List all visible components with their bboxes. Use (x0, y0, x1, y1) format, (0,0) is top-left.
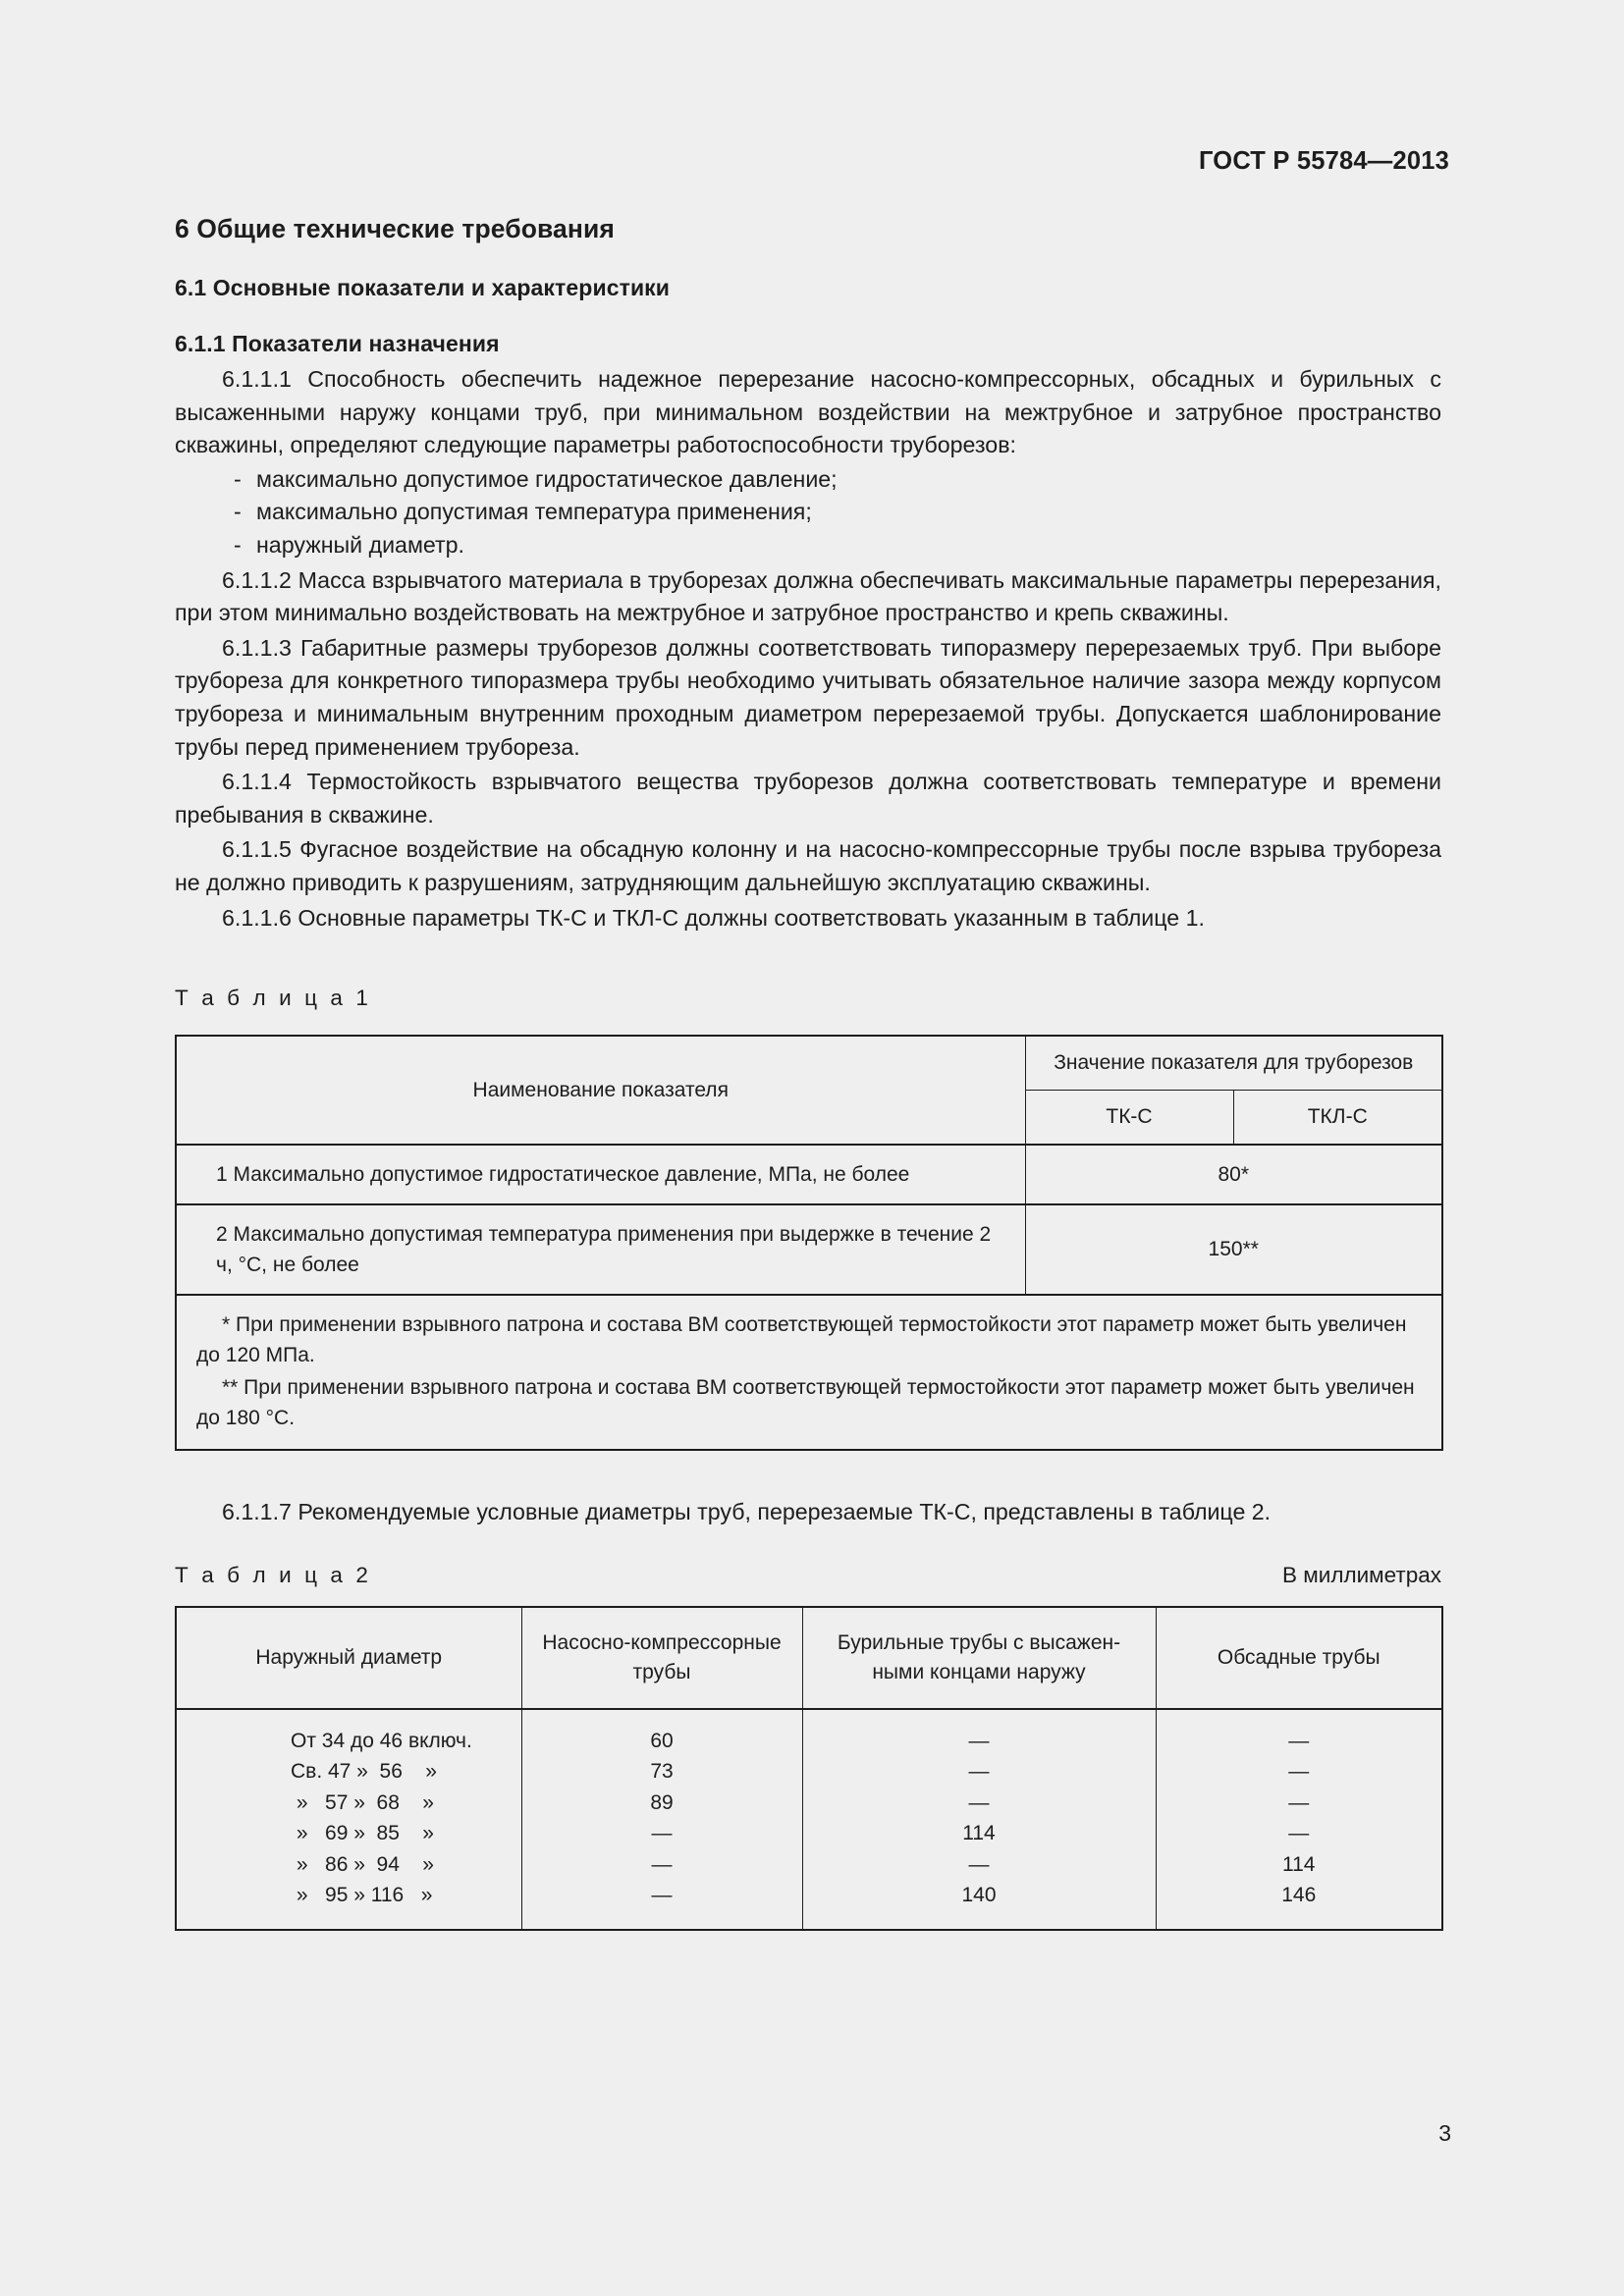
table2-caption-row (175, 1563, 1441, 1588)
table1-row1-label: 1 Максимально допустимое гидростатическое давление, МПа, не более (176, 1145, 1025, 1204)
table2-drill-3: — (968, 1790, 990, 1814)
table2-header-drill-pipes: Бурильные трубы с высажен- ными концами наружу (802, 1607, 1156, 1709)
table-2-recommended-diameters (175, 1606, 1443, 1931)
table1-row1-value: 80* (1025, 1145, 1442, 1204)
table1-row2-label: 2 Максимально допустимая температура применения при выдержке в течение 2 ч, °С, не более (176, 1204, 1025, 1295)
table2-tubing-6: — (651, 1884, 673, 1907)
table1-header-indicator-name: Наименование показателя (176, 1036, 1025, 1145)
section-heading-6-1-1: 6.1.1 Показатели назначения (175, 331, 500, 356)
table2-drill-5: — (968, 1852, 990, 1876)
page-number: 3 (1438, 2120, 1451, 2146)
list-item (175, 496, 1441, 529)
table2-tubing-5: — (651, 1852, 673, 1876)
table-row (176, 1204, 1442, 1295)
paragraph-6-1-1-1: 6.1.1.1 Способность обеспечить надежное перерезание насосно-компрессорных, обсадных и бурильных с высаженными наружу концами труб, при минимальном воздействии на межтрубное и затрубное пространство скважины, определяют следующие параметры работоспособности труборезов: (175, 366, 1441, 458)
standard-number-header: ГОСТ Р 55784—2013 (1198, 147, 1449, 175)
table2-casing-1: — (1288, 1729, 1310, 1752)
paragraph-6-1-1-4: 6.1.1.4 Термостойкость взрывчатого вещества труборезов должна соответствовать температуре и времени пребывания в скважине. (175, 769, 1441, 828)
table2-casing-pipes-cell (1156, 1709, 1442, 1930)
table-row (176, 1145, 1442, 1204)
table2-casing-2: — (1288, 1760, 1310, 1784)
table1-header-tkl-s: ТКЛ-С (1233, 1091, 1442, 1146)
table2-ranges-cell (176, 1709, 521, 1930)
paragraph-6-1-1-3: 6.1.1.3 Габаритные размеры труборезов должны соответствовать типоразмеру перерезаемых труб. При выборе трубореза для конкретного типоразмера трубы необходимо учитывать обязательное наличие зазора между корпусом трубореза и минимальным внутренним проходным диаметром перерезаемой трубы. Допускается шаблонирование трубы перед применением трубореза. (175, 634, 1441, 760)
table2-range-1: От 34 до 46 включ. (291, 1729, 472, 1752)
table2-drill-4: 114 (962, 1822, 996, 1845)
table1-header-tk-s: ТК-С (1025, 1091, 1233, 1146)
table2-tubing-3: 89 (650, 1790, 674, 1814)
table2-header-outer-diameter: Наружный диаметр (176, 1607, 521, 1709)
table2-casing-6: 146 (1281, 1884, 1317, 1907)
table2-casing-4: — (1288, 1822, 1310, 1845)
paragraph-6-1-1-6: 6.1.1.6 Основные параметры ТК-С и ТКЛ-С должны соответствовать указанным в таблице 1. (222, 904, 1205, 931)
table2-range-2: Св. 47 » 56 » (291, 1760, 437, 1784)
table2-tubing-cell (521, 1709, 802, 1930)
dash-marker-icon: - (234, 465, 242, 492)
parameter-bullet-list (175, 463, 1441, 562)
table1-footnote-1: * При применении взрывного патрона и состава ВМ соответствующей термостойкости этот параметр может быть увеличен до 120 МПа. (196, 1313, 1407, 1367)
table2-tubing-1: 60 (650, 1729, 674, 1752)
table-1-main-parameters (175, 1035, 1443, 1451)
table2-casing-3: — (1288, 1790, 1310, 1814)
table2-header-casing-pipes: Обсадные трубы (1156, 1607, 1442, 1709)
table1-row2-value: 150** (1025, 1204, 1442, 1295)
page-content (175, 214, 1441, 1931)
table1-footnotes (176, 1295, 1442, 1450)
dash-marker-icon: - (234, 499, 242, 525)
list-item-label: максимально допустимое гидростатическое давление; (256, 465, 838, 492)
table-row (176, 1295, 1442, 1450)
table2-range-3: » 57 » 68 » (291, 1790, 434, 1814)
table2-tubing-2: 73 (650, 1760, 674, 1784)
dash-marker-icon: - (234, 531, 242, 558)
paragraph-6-1-1-7: 6.1.1.7 Рекомендуемые условные диаметры труб, перерезаемые ТК-С, представлены в таблице 2. (222, 1499, 1272, 1525)
table2-casing-5: 114 (1282, 1852, 1316, 1876)
table2-drill-2: — (968, 1760, 990, 1784)
list-item (175, 463, 1441, 497)
table-row (176, 1607, 1442, 1709)
table1-footnote-2: ** При применении взрывного патрона и состава ВМ соответствующей термостойкости этот параметр может быть увеличен до 180 °С. (196, 1376, 1415, 1430)
table2-range-5: » 86 » 94 » (291, 1852, 434, 1876)
table2-range-4: » 69 » 85 » (291, 1822, 434, 1845)
table2-drill-pipes-cell (802, 1709, 1156, 1930)
table2-range-6: » 95 » 116 » (291, 1884, 433, 1907)
list-item-label: наружный диаметр. (256, 531, 464, 558)
table2-units-label: В миллиметрах (1282, 1562, 1441, 1587)
paragraph-6-1-1-2: 6.1.1.2 Масса взрывчатого материала в труборезах должна обеспечивать максимальные параметры перерезания, при этом минимально воздействовать на межтрубное и затрубное пространство и крепь скважины. (175, 566, 1441, 626)
section-heading-6-1: 6.1 Основные показатели и характеристики (175, 275, 671, 300)
table-row (176, 1709, 1442, 1930)
table2-drill-6: 140 (961, 1884, 997, 1907)
table-row (176, 1036, 1442, 1091)
section-heading-6: 6 Общие технические требования (175, 214, 615, 243)
table2-caption: Т а б л и ц а 2 (175, 1562, 372, 1587)
list-item (175, 529, 1441, 562)
list-item-label: максимально допустимая температура применения; (256, 499, 812, 525)
table2-header-tubing: Насосно-компрессорные трубы (521, 1607, 802, 1709)
table1-caption: Т а б л и ц а 1 (175, 986, 372, 1011)
table1-caption-row (175, 986, 1441, 1011)
table2-tubing-4: — (651, 1822, 673, 1845)
paragraph-6-1-1-5: 6.1.1.5 Фугасное воздействие на обсадную колонну и на насосно-компрессорные трубы после взрыва трубореза не должно приводить к разрушениям, затрудняющим дальнейшую эксплуатацию скважины. (175, 836, 1441, 895)
table2-drill-1: — (968, 1729, 990, 1752)
table1-header-group: Значение показателя для труборезов (1025, 1036, 1442, 1091)
